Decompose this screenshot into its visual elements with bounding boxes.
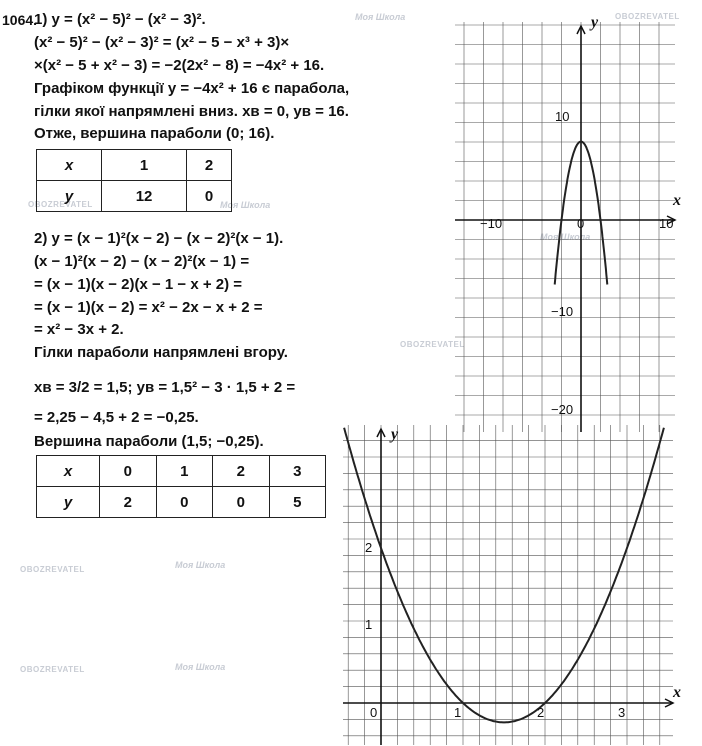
text-line: Вершина параболи (1,5; −0,25).	[34, 433, 264, 450]
text-line: Отже, вершина параболи (0; 16).	[34, 125, 275, 142]
watermark-school: Моя Школа	[175, 560, 226, 570]
x-tick-label: −10	[480, 216, 503, 231]
x-tick-label: 3	[618, 705, 626, 720]
graph-parabola-up	[343, 425, 681, 745]
text-line: xв = 3/2 = 1,5; yв = 1,5² − 3 · 1,5 + 2 =	[34, 379, 296, 396]
table-cell: x	[37, 150, 102, 181]
y-axis-label: y	[591, 14, 599, 31]
table-cell: 0	[100, 456, 157, 487]
watermark-news: OBOZREVATEL	[20, 665, 85, 674]
table-cell: 2	[187, 150, 232, 181]
watermark-school: Моя Школа	[355, 12, 406, 22]
text-line: 2) y = (x − 1)²(x − 2) − (x − 2)²(x − 1).	[34, 230, 284, 247]
text-line: = 2,25 − 4,5 + 2 = −0,25.	[34, 409, 199, 426]
text-line: = (x − 1)(x − 2) = x² − 2x − x + 2 =	[34, 299, 263, 316]
x-axis-label: x	[673, 684, 681, 701]
table-cell: 1	[102, 150, 187, 181]
watermark-news: OBOZREVATEL	[20, 565, 85, 574]
value-table-2	[36, 455, 326, 518]
table-cell: 12	[102, 181, 187, 212]
watermark-news: OBOZREVATEL	[615, 12, 680, 21]
table-cell: 2	[100, 487, 157, 518]
table-cell: 3	[269, 456, 326, 487]
text-line: = x² − 3x + 2.	[34, 321, 124, 338]
text-line: Графіком функції y = −4x² + 16 є парабола,	[34, 80, 350, 97]
y-tick-label: −20	[551, 402, 574, 417]
watermark-school: Моя Школа	[220, 200, 271, 210]
text-line: (x² − 5)² − (x² − 3)² = (x² − 5 − x³ + 3)×	[34, 34, 290, 51]
x-tick-label: 10	[659, 216, 674, 231]
table-cell: 1	[156, 456, 213, 487]
table-cell: 0	[187, 181, 232, 212]
axes	[343, 429, 673, 745]
problem-number: 1064.	[2, 12, 38, 28]
watermark-school: Моя Школа	[175, 662, 226, 672]
text-line: гілки якої напрямлені вниз. xв = 0, yв = 16.	[34, 103, 349, 120]
text-line: = (x − 1)(x − 2)(x − 1 − x + 2) =	[34, 276, 243, 293]
grid	[343, 425, 673, 745]
x-tick-label: 0	[577, 216, 585, 231]
watermark-news: OBOZREVATEL	[400, 340, 465, 349]
table-cell: y	[37, 181, 102, 212]
y-tick-label: 10	[555, 109, 570, 124]
text-line: 1) y = (x² − 5)² − (x² − 3)².	[34, 11, 206, 28]
value-table-1	[36, 149, 232, 212]
table-cell: 5	[269, 487, 326, 518]
curve-y-eq-x2-3x-plus2	[344, 428, 664, 723]
watermark-news: OBOZREVATEL	[28, 200, 93, 209]
table-cell: 0	[213, 487, 270, 518]
y-tick-label: −10	[551, 304, 574, 319]
y-axis-label: y	[391, 426, 399, 443]
text-line: (x − 1)²(x − 2) − (x − 2)²(x − 1) =	[34, 253, 250, 270]
table-cell: y	[37, 487, 100, 518]
table-cell: 0	[156, 487, 213, 518]
text-line: ×(x² − 5 + x² − 3) = −2(2x² − 8) = −4x² + 16.	[34, 57, 325, 74]
text-line: Гілки параболи напрямлені вгору.	[34, 344, 288, 361]
table-cell: 2	[213, 456, 270, 487]
x-tick-label: 1	[454, 705, 462, 720]
watermark-school: Моя Школа	[540, 232, 591, 242]
x-tick-label: 2	[537, 705, 545, 720]
table-cell: x	[37, 456, 100, 487]
y-tick-label: 1	[365, 617, 373, 632]
y-tick-label: 2	[365, 540, 373, 555]
x-tick-label: 0	[370, 705, 378, 720]
x-axis-label: x	[673, 192, 681, 209]
